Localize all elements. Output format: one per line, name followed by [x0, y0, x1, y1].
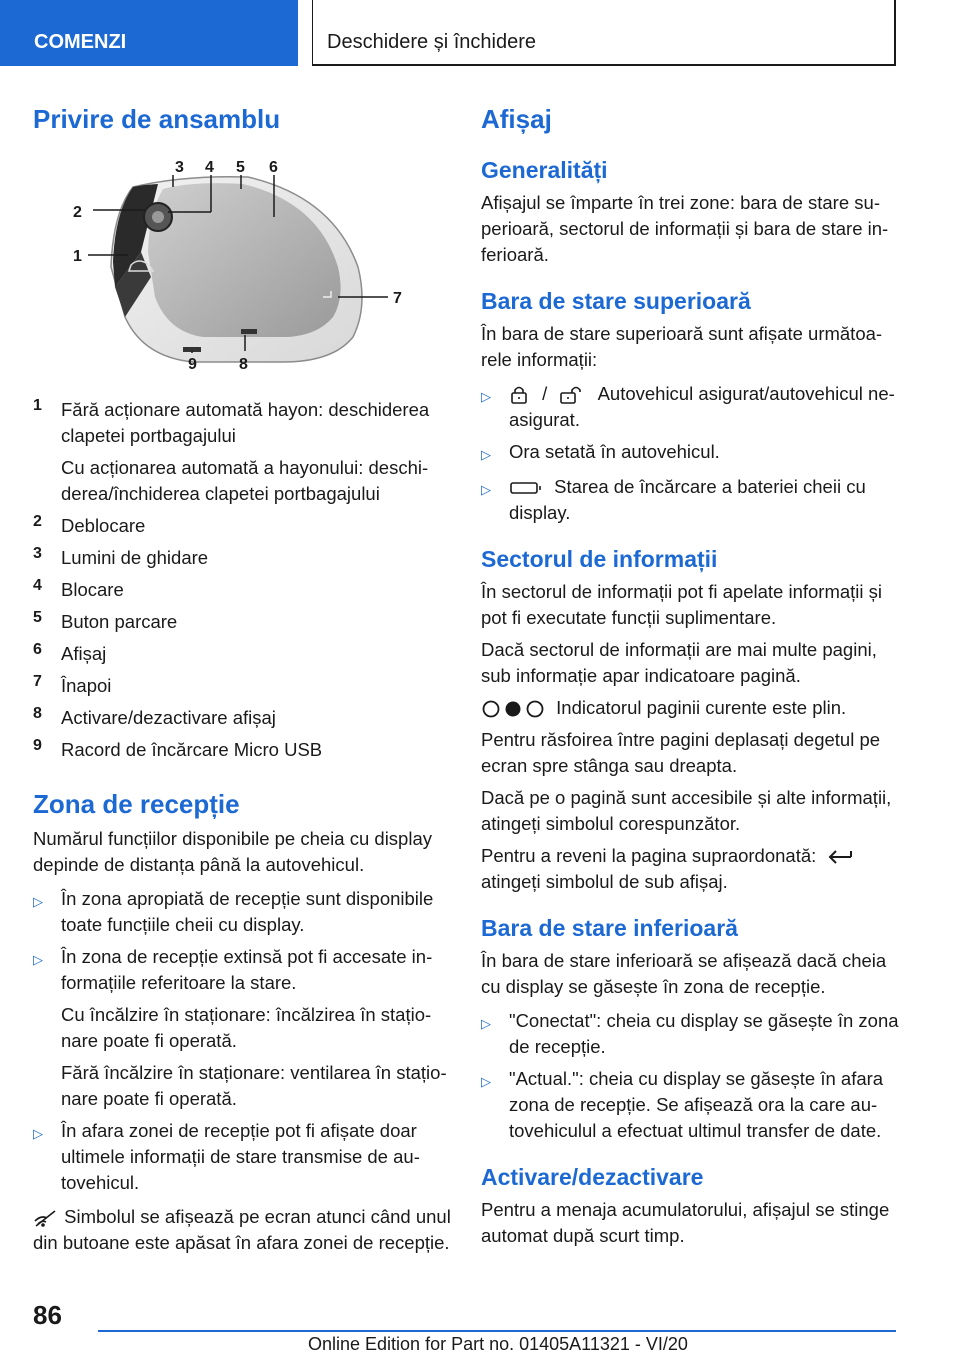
bullet-text: Cu încălzire în staționare: încălzirea în staționare poate fi operată. [61, 1004, 432, 1051]
bullet-text: Autovehicul asigurat/autovehicul neasigurat. [509, 383, 895, 430]
upper-bar-intro: În bara de stare superioară sunt afișate următoarele informații: [481, 323, 883, 370]
info-text: În sectorul de informații pot fi apelate informații și pot fi executate funcții suplimentare. [481, 581, 883, 628]
info-sector-title: Sectorul de informații [481, 546, 718, 572]
right-column [481, 96, 901, 1249]
lower-bar-title: Bara de stare inferioară [481, 915, 738, 941]
activation-title: Activare/dezactivare [481, 1164, 704, 1190]
item-text: Blocare [61, 579, 124, 600]
item-text: Buton parcare [61, 611, 178, 632]
list-item [33, 577, 453, 603]
callout-1: 1 [73, 248, 82, 265]
list-item [33, 944, 453, 1112]
list-item [33, 673, 453, 699]
overview-title: Privire de ansamblu [33, 104, 281, 134]
left-column [33, 96, 453, 1256]
bullet-triangle-icon: ▷ [481, 1074, 491, 1089]
bullet-text: În afara zonei de recepție pot fi afișate doar ultimele informații de stare transmise de autovehicul. [61, 1120, 420, 1193]
activation-text: Pentru a menaja acumulatorului, afișajul se stinge automat după scurt timp. [481, 1199, 890, 1246]
bullet-triangle-icon: ▷ [481, 447, 491, 462]
item-number: 4 [33, 577, 42, 594]
list-item [33, 641, 453, 667]
page-number: 86 [33, 1300, 62, 1330]
info-text: atingeți simbolul de sub afișaj. [481, 871, 728, 892]
bullet-triangle-icon: ▷ [33, 952, 43, 967]
callout-3: 3 [175, 159, 184, 176]
display-key-illustration [33, 157, 453, 377]
lower-bar-intro: În bara de stare inferioară se afișează dacă cheia cu display se găsește în zona de recepție. [481, 950, 887, 997]
item-number: 1 [33, 397, 42, 414]
list-item [33, 705, 453, 731]
lock-icon [509, 385, 531, 405]
bullet-text: "Actual.": cheia cu display se găsește în afara zona de recepție. Se afișează ora la care autovehiculul a efectuat ultimul transfer de date. [509, 1068, 884, 1141]
symbol-note-text: Simbolul se afișează pe ecran atunci când unul din butoane este apăsat în afara zonei de recepție. [33, 1206, 451, 1253]
bullet-triangle-icon: ▷ [33, 894, 43, 909]
unlock-icon [558, 385, 586, 405]
bullet-triangle-icon: ▷ [481, 1016, 491, 1031]
header-section-label: COMENZI [34, 31, 127, 53]
item-text: Fără acționare automată hayon: deschiderea clapetei portbagajului [61, 399, 430, 446]
general-text: Afișajul se împarte în trei zone: bara de stare superioară, sectorul de informații și bara de stare inferioară. [481, 192, 889, 265]
lower-bar-bullets [481, 1008, 901, 1144]
item-number: 2 [33, 513, 42, 530]
no-connection-icon [33, 1209, 59, 1227]
bullet-triangle-icon: ▷ [481, 482, 491, 497]
item-text: Deblocare [61, 515, 146, 536]
item-number: 9 [33, 737, 42, 754]
info-text-row [481, 843, 901, 895]
info-text: Dacă sectorul de informații are mai multe pagini, sub informație apar indicatoare pagină. [481, 639, 877, 686]
list-item [33, 1118, 453, 1196]
reception-bullets [33, 886, 453, 1196]
reception-title: Zona de recepție [33, 789, 240, 819]
bullet-text: În zona apropiată de recepție sunt disponibile toate funcțiile cheii cu display. [61, 888, 434, 935]
list-item [33, 397, 453, 507]
callout-2: 2 [73, 204, 82, 221]
symbol-note [33, 1204, 453, 1256]
lock-separator: / [542, 383, 548, 404]
display-title: Afișaj [481, 104, 552, 134]
item-text: Lumini de ghidare [61, 547, 209, 568]
callout-8: 8 [239, 356, 248, 373]
list-item [481, 474, 901, 526]
item-number: 6 [33, 641, 42, 658]
item-number: 7 [33, 673, 42, 690]
bullet-text: Fără încălzire în staționare: ventilarea în staționare poate fi operată. [61, 1062, 447, 1109]
header-chapter-tab [312, 0, 896, 66]
bullet-triangle-icon: ▷ [33, 1126, 43, 1141]
item-number: 3 [33, 545, 42, 562]
header-section-tab [0, 0, 298, 66]
list-item [481, 1008, 901, 1060]
info-text: Indicatorul paginii curente este plin. [556, 697, 847, 718]
bullet-text: În zona de recepție extinsă pot fi accesate informațiile referitoare la stare. [61, 946, 433, 993]
upper-bar-title: Bara de stare superioară [481, 288, 751, 314]
callout-6: 6 [269, 159, 278, 176]
reception-intro: Numărul funcțiilor disponibile pe cheia cu display depinde de distanța până la autovehicul. [33, 828, 432, 875]
list-item [33, 545, 453, 571]
list-item [481, 381, 901, 433]
info-text: Pentru a reveni la pagina supraordonată: [481, 845, 817, 866]
item-text: Cu acționarea automată a hayonului: deschiderea/închiderea clapetei portbagajului [61, 457, 429, 504]
footer-divider [98, 1330, 896, 1332]
bullet-text: Starea de încărcare a bateriei cheii cu display. [509, 476, 866, 523]
item-text: Înapoi [61, 675, 112, 696]
upper-bar-bullets [481, 381, 901, 526]
list-item [481, 1066, 901, 1144]
item-text: Racord de încărcare Micro USB [61, 739, 323, 760]
bullet-text: "Conectat": cheia cu display se găsește în zona de recepție. [509, 1010, 899, 1057]
item-text: Activare/dezactivare afișaj [61, 707, 276, 728]
battery-icon [509, 480, 543, 496]
list-item [33, 886, 453, 938]
bullet-text: Ora setată în autovehicul. [509, 441, 720, 462]
item-text: Afișaj [61, 643, 107, 664]
component-list [33, 397, 453, 763]
footer-edition: Online Edition for Part no. 01405A11321 - VI/20 [308, 1334, 688, 1354]
info-text: Pentru răsfoirea între pagini deplasați degetul pe ecran spre stânga sau dreapta. [481, 729, 881, 776]
info-text-row [481, 695, 901, 721]
item-number: 5 [33, 609, 42, 626]
header-chapter-label: Deschidere și închidere [327, 31, 536, 53]
callout-5: 5 [236, 159, 245, 176]
list-item [33, 513, 453, 539]
callout-7: 7 [393, 290, 402, 307]
info-text: Dacă pe o pagină sunt accesibile și alte informații, atingeți simbolul corespunzător. [481, 787, 892, 834]
bullet-triangle-icon: ▷ [481, 389, 491, 404]
list-item [481, 439, 901, 468]
page-dots-icon [481, 699, 547, 719]
item-number: 8 [33, 705, 42, 722]
general-title: Generalități [481, 157, 608, 183]
list-item [33, 609, 453, 635]
list-item [33, 737, 453, 763]
callout-9: 9 [188, 356, 197, 373]
callout-4: 4 [205, 159, 214, 176]
back-arrow-icon [827, 848, 857, 866]
